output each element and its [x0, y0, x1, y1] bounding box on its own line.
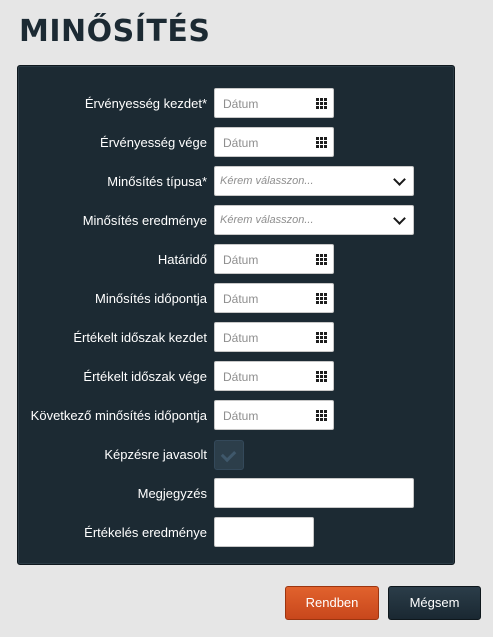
evaluation-result-label: Értékelés eredménye: [84, 525, 207, 540]
next-rating-date-label: Következő minősítés időpontja: [30, 408, 207, 423]
calendar-grid-icon[interactable]: [316, 293, 327, 304]
validity-end-label: Érvényesség vége: [100, 135, 207, 150]
validity-end-placeholder: Dátum: [223, 136, 259, 150]
next-rating-date-placeholder: Dátum: [223, 409, 259, 423]
rating-type-select[interactable]: [214, 166, 414, 196]
row-validity-end: [18, 127, 454, 159]
row-next-rating-date: [18, 400, 454, 432]
validity-start-label: Érvényesség kezdet*: [84, 96, 207, 111]
form-panel: [17, 65, 455, 565]
next-rating-date-field[interactable]: [214, 400, 334, 430]
period-end-date-field[interactable]: [214, 361, 334, 391]
calendar-grid-icon[interactable]: [316, 410, 327, 421]
rating-result-select[interactable]: [214, 205, 414, 235]
ok-button[interactable]: Rendben: [285, 586, 379, 620]
row-rating-result: [18, 205, 454, 237]
rating-result-label: Minősítés eredménye: [82, 213, 207, 228]
rating-type-label: Minősítés típusa*: [107, 174, 207, 189]
row-rating-date: [18, 283, 454, 315]
page-title: MINŐSÍTÉS: [19, 14, 211, 49]
deadline-placeholder: Dátum: [223, 253, 259, 267]
rating-date-field[interactable]: [214, 283, 334, 313]
row-evaluation-result: [18, 517, 454, 549]
training-recommended-label: Képzésre javasolt: [104, 447, 207, 462]
row-validity-start: [18, 88, 454, 120]
period-start-placeholder: Dátum: [223, 331, 259, 345]
calendar-grid-icon[interactable]: [316, 332, 327, 343]
calendar-grid-icon[interactable]: [316, 98, 327, 109]
period-end-label: Értékelt időszak vége: [83, 369, 207, 384]
rating-type-placeholder: Kérem válasszon...: [220, 175, 314, 187]
row-period-start: [18, 322, 454, 354]
row-training-recommended: [18, 439, 454, 471]
rating-date-placeholder: Dátum: [223, 292, 259, 306]
period-start-date-field[interactable]: [214, 322, 334, 352]
calendar-grid-icon[interactable]: [316, 254, 327, 265]
chevron-down-icon: [393, 212, 406, 225]
chevron-down-icon: [393, 173, 406, 186]
calendar-grid-icon[interactable]: [316, 371, 327, 382]
period-start-label: Értékelt időszak kezdet: [73, 330, 207, 345]
row-rating-type: [18, 166, 454, 198]
row-deadline: [18, 244, 454, 276]
row-note: [18, 478, 454, 510]
deadline-label: Határidő: [157, 252, 207, 267]
validity-start-placeholder: Dátum: [223, 97, 259, 111]
rating-result-placeholder: Kérem válasszon...: [220, 214, 314, 226]
period-end-placeholder: Dátum: [223, 370, 259, 384]
rating-date-label: Minősítés időpontja: [94, 291, 207, 306]
training-recommended-checkbox[interactable]: [214, 440, 244, 470]
note-label: Megjegyzés: [137, 486, 207, 501]
row-period-end: [18, 361, 454, 393]
note-input[interactable]: [214, 478, 414, 508]
cancel-button[interactable]: Mégsem: [388, 586, 481, 620]
evaluation-result-input[interactable]: [214, 517, 314, 547]
check-icon: [221, 447, 237, 463]
deadline-date-field[interactable]: [214, 244, 334, 274]
calendar-grid-icon[interactable]: [316, 137, 327, 148]
validity-start-date-field[interactable]: [214, 88, 334, 118]
validity-end-date-field[interactable]: [214, 127, 334, 157]
